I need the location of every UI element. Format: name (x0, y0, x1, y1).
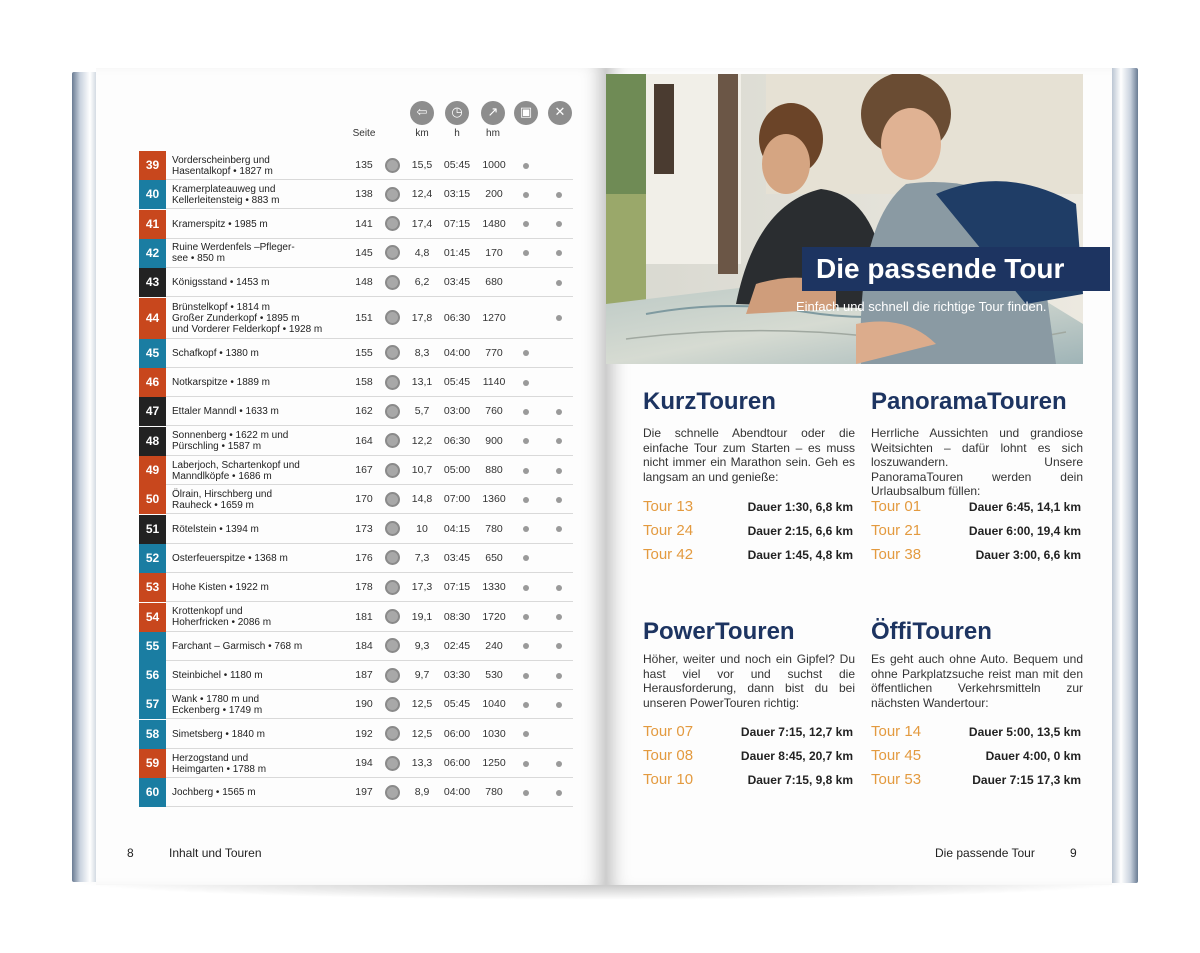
difficulty-icon (385, 580, 400, 595)
duration-h: 03:15 (443, 188, 471, 201)
tour-name: Tour 13 (643, 498, 694, 515)
bus-available-dot (523, 438, 529, 444)
distance-km: 12,4 (411, 188, 433, 201)
elevation-hm: 760 (485, 405, 503, 418)
difficulty-icon (385, 245, 400, 260)
section-title: ÖffiTouren (871, 618, 992, 645)
distance-km: 12,5 (411, 698, 433, 711)
tour-name: Farchant – Garmisch • 768 m (172, 640, 303, 652)
page-number: 141 (355, 217, 373, 230)
distance-km: 7,3 (414, 551, 430, 564)
distance-km: 17,8 (411, 311, 433, 324)
tour-number: 55 (139, 632, 166, 661)
table-row (139, 180, 573, 209)
tour-number: 40 (139, 180, 166, 209)
tour-number: 45 (139, 339, 166, 368)
difficulty-icon (385, 638, 400, 653)
page-number: 178 (355, 581, 373, 594)
tour-number: 39 (139, 151, 166, 180)
page-number: 190 (355, 698, 373, 711)
tour-number: 46 (139, 368, 166, 397)
duration-h: 03:45 (443, 276, 471, 289)
table-row (139, 151, 573, 180)
food-available-dot (556, 315, 562, 321)
table-row (139, 339, 573, 368)
elevation-hm: 900 (485, 434, 503, 447)
table-row (139, 485, 573, 514)
distance-km: 4,8 (414, 246, 430, 259)
duration-h: 03:30 (443, 669, 471, 682)
difficulty-icon (385, 521, 400, 536)
footer-page-number-right: 9 (1070, 846, 1077, 860)
distance-km: 14,8 (411, 493, 433, 506)
duration-h: 03:00 (443, 405, 471, 418)
food-available-dot (556, 280, 562, 286)
table-row (139, 427, 573, 456)
bus-available-dot (523, 702, 529, 708)
distance-km: 9,7 (414, 669, 430, 682)
tour-entry (871, 747, 1081, 769)
page-title-box (802, 247, 1110, 291)
duration-h: 06:00 (443, 727, 471, 740)
duration-h: 05:45 (443, 159, 471, 171)
table-row (139, 661, 573, 690)
table-row (139, 573, 573, 602)
tour-number: 53 (139, 573, 166, 602)
section-text: Die schnelle Abendtour oder die einfache Tour zum Starten – es muss nicht immer ein Marathon sein. Geh es langsam an und genieße: (643, 426, 855, 484)
table-row (139, 544, 573, 573)
tour-entry (643, 771, 853, 793)
tour-number: 47 (139, 397, 166, 426)
table-row (139, 603, 573, 632)
difficulty-icon (385, 433, 400, 448)
bus-available-dot (523, 221, 529, 227)
distance-km: 12,5 (411, 727, 433, 740)
footer-title-left: Inhalt und Touren (169, 846, 262, 860)
tour-name: Wank • 1780 m und Eckenberg • 1749 m (172, 693, 263, 716)
page-title: Die passende Tour (816, 253, 1065, 284)
difficulty-icon (385, 697, 400, 712)
page-number: 158 (355, 376, 373, 389)
duration-h: 04:00 (443, 786, 471, 799)
bus-available-dot (523, 163, 529, 169)
tour-name: Tour 45 (871, 747, 922, 764)
page-number: 167 (355, 464, 373, 476)
difficulty-icon (385, 375, 400, 390)
bus-available-dot (523, 614, 529, 620)
tour-name: Sonnenberg • 1622 m und Pürschling • 1587 m (172, 430, 289, 453)
tour-entry (643, 522, 853, 544)
footer-title-right: Die passende Tour (935, 846, 1035, 860)
table-row (139, 210, 573, 239)
section-title: KurzTouren (643, 388, 776, 415)
distance-km: 9,3 (414, 639, 430, 652)
distance-km: 5,7 (414, 405, 430, 418)
duration-h: 06:00 (443, 757, 471, 769)
difficulty-icon (385, 216, 400, 231)
difficulty-icon (385, 492, 400, 507)
bus-available-dot (523, 731, 529, 737)
food-available-dot (556, 468, 562, 474)
tour-name: Tour 21 (871, 522, 922, 539)
distance-km: 10,7 (411, 464, 433, 476)
tour-entry (871, 771, 1081, 793)
distance-km: 12,2 (411, 434, 433, 447)
table-row (139, 632, 573, 661)
duration-h: 07:15 (443, 217, 471, 230)
table-row (139, 749, 573, 778)
tour-number: 43 (139, 268, 166, 297)
difficulty-icon (385, 404, 400, 419)
difficulty-icon (385, 726, 400, 741)
distance-km: 19,1 (411, 610, 433, 623)
duration-h: 05:45 (443, 698, 471, 711)
food-available-dot (556, 526, 562, 532)
tour-entry (871, 546, 1081, 568)
elevation-hm: 1250 (482, 757, 506, 769)
tour-duration: Dauer 6:45, 14,1 km (968, 500, 1081, 514)
tour-number: 57 (139, 690, 166, 719)
tour-entry (643, 747, 853, 769)
bus-available-dot (523, 673, 529, 679)
header-h: h (454, 128, 460, 139)
food-available-dot (556, 409, 562, 415)
duration-h: 03:45 (443, 551, 471, 564)
tour-name: Laberjoch, Schartenkopf und Manndlköpfe • 1686 m (172, 459, 300, 482)
distance-km: 13,1 (411, 376, 433, 389)
elevation-hm: 780 (485, 786, 503, 799)
tour-name: Tour 53 (871, 771, 922, 788)
tour-name: Vorderscheinberg und Hasentalkopf • 1827 m (172, 154, 273, 177)
table-row (139, 239, 573, 268)
tour-name: Krottenkopf und Hoherfricken • 2086 m (172, 606, 272, 628)
tour-duration: Dauer 7:15, 12,7 km (740, 725, 853, 739)
table-row (139, 298, 573, 339)
bus-available-dot (523, 585, 529, 591)
difficulty-icon (385, 785, 400, 800)
tour-name: Jochberg • 1565 m (172, 787, 256, 799)
table-row (139, 515, 573, 544)
tour-name: Tour 01 (871, 498, 922, 515)
tour-name: Tour 14 (871, 723, 922, 740)
header-km: km (415, 128, 429, 139)
tour-name: Kramerspitz • 1985 m (172, 218, 268, 230)
tour-number: 52 (139, 544, 166, 573)
tour-name: Notkarspitze • 1889 m (172, 377, 270, 389)
signpost-icon: ⇦ (410, 101, 434, 125)
page-number: 164 (355, 434, 373, 447)
difficulty-icon (385, 275, 400, 290)
food-available-dot (556, 497, 562, 503)
page-number: 194 (355, 757, 373, 769)
elevation-hm: 170 (485, 246, 503, 259)
tour-name: Tour 10 (643, 771, 694, 788)
table-row (139, 456, 573, 485)
duration-h: 01:45 (443, 246, 471, 259)
tour-number: 41 (139, 210, 166, 239)
elevation-hm: 770 (485, 346, 503, 359)
page-subtitle: Einfach und schnell die richtige Tour finden. (796, 299, 1047, 314)
ascent-arrow-icon: ↗ (481, 101, 505, 125)
tour-name: Tour 24 (643, 522, 694, 539)
tour-entry (643, 723, 853, 745)
food-available-dot (556, 585, 562, 591)
footer-page-number-left: 8 (127, 846, 134, 860)
elevation-hm: 1040 (482, 698, 506, 711)
page-number: 162 (355, 405, 373, 418)
elevation-hm: 1140 (482, 376, 506, 389)
tour-duration: Dauer 8:45, 20,7 km (740, 749, 853, 763)
duration-h: 06:30 (443, 311, 471, 324)
tour-name: Tour 07 (643, 723, 694, 740)
tour-number: 44 (139, 298, 166, 339)
food-available-dot (556, 790, 562, 796)
elevation-hm: 780 (485, 522, 503, 535)
page-number: 187 (355, 669, 373, 682)
tour-name: Osterfeuerspitze • 1368 m (172, 552, 288, 564)
duration-h: 05:45 (443, 376, 471, 389)
difficulty-icon (385, 158, 400, 173)
difficulty-icon (385, 609, 400, 624)
tour-duration: Dauer 1:45, 4,8 km (747, 548, 853, 562)
tour-name: Tour 42 (643, 546, 694, 563)
food-available-dot (556, 221, 562, 227)
page-number: 135 (355, 159, 373, 171)
difficulty-icon (385, 345, 400, 360)
duration-h: 07:00 (443, 493, 471, 506)
difficulty-icon (385, 463, 400, 478)
page-number: 181 (355, 610, 373, 623)
tour-entry (643, 546, 853, 568)
tour-name: Tour 08 (643, 747, 694, 764)
bus-icon: ▣ (514, 101, 538, 125)
tour-name: Brünstelkopf • 1814 m Großer Zunderkopf • 1895 m und Vorderer Felderkopf • 1928 m (172, 301, 323, 335)
tour-duration: Dauer 6:00, 19,4 km (968, 524, 1081, 538)
table-row (139, 720, 573, 749)
tour-number: 60 (139, 778, 166, 807)
tour-name: Ruine Werdenfels –Pfleger- see • 850 m (172, 242, 295, 265)
tour-number: 50 (139, 485, 166, 514)
clock-icon: ◷ (445, 101, 469, 125)
food-available-dot (556, 614, 562, 620)
difficulty-icon (385, 550, 400, 565)
page-number: 170 (355, 493, 373, 506)
table-row (139, 368, 573, 397)
duration-h: 07:15 (443, 581, 471, 594)
tour-duration: Dauer 7:15 17,3 km (972, 773, 1081, 787)
section-text: Herrliche Aussichten und grandiose Weitsichten – dafür lohnt es sich loszuwandern. Unsere PanoramaTouren werden dein Urlaubsalbum füllen: (871, 426, 1083, 498)
tour-number: 51 (139, 515, 166, 544)
food-available-dot (556, 673, 562, 679)
tour-name: Schafkopf • 1380 m (172, 347, 259, 359)
elevation-hm: 1360 (482, 493, 506, 506)
elevation-hm: 1270 (482, 311, 506, 324)
section-title: PowerTouren (643, 618, 795, 645)
tour-name: Tour 38 (871, 546, 922, 563)
elevation-hm: 880 (485, 464, 503, 476)
header-seite: Seite (352, 128, 376, 139)
bus-available-dot (523, 409, 529, 415)
bus-available-dot (523, 192, 529, 198)
page-number: 138 (355, 188, 373, 201)
page-number: 192 (355, 727, 373, 740)
tour-entry (643, 498, 853, 520)
tour-number: 58 (139, 720, 166, 749)
tour-name: Steinbichel • 1180 m (172, 670, 263, 682)
duration-h: 06:30 (443, 434, 471, 447)
page-number: 151 (355, 311, 373, 324)
food-available-dot (556, 643, 562, 649)
section-title: PanoramaTouren (871, 388, 1067, 415)
elevation-hm: 1000 (482, 159, 506, 171)
hikers-photo (606, 74, 1083, 364)
tour-entry (871, 522, 1081, 544)
difficulty-icon (385, 668, 400, 683)
elevation-hm: 650 (485, 551, 503, 564)
page-number: 155 (355, 346, 373, 359)
bus-available-dot (523, 761, 529, 767)
page-number: 184 (355, 639, 373, 652)
distance-km: 6,2 (414, 276, 430, 289)
page-number: 176 (355, 551, 373, 564)
difficulty-icon (385, 187, 400, 202)
duration-h: 05:00 (443, 464, 471, 476)
elevation-hm: 530 (485, 669, 503, 682)
table-row (139, 268, 573, 297)
bus-available-dot (523, 555, 529, 561)
duration-h: 04:15 (443, 522, 471, 535)
tour-duration: Dauer 1:30, 6,8 km (747, 500, 853, 514)
elevation-hm: 1480 (482, 217, 506, 230)
difficulty-icon (385, 310, 400, 325)
tour-name: Simetsberg • 1840 m (172, 728, 265, 740)
tour-name: Rötelstein • 1394 m (172, 523, 259, 535)
table-row (139, 778, 573, 807)
tour-name: Hohe Kisten • 1922 m (172, 582, 269, 594)
tour-duration: Dauer 3:00, 6,6 km (975, 548, 1081, 562)
food-available-dot (556, 702, 562, 708)
tour-name: Herzogstand und Heimgarten • 1788 m (172, 752, 267, 775)
bus-available-dot (523, 526, 529, 532)
page-number: 173 (355, 522, 373, 535)
table-row (139, 690, 573, 719)
distance-km: 17,3 (411, 581, 433, 594)
food-available-dot (556, 192, 562, 198)
tour-duration: Dauer 2:15, 6,6 km (747, 524, 853, 538)
distance-km: 13,3 (411, 757, 433, 769)
tour-name: Ölrain, Hirschberg und Rauheck • 1659 m (172, 488, 273, 511)
tour-name: Kramerplateauweg und Kellerleitensteig • 883 m (172, 183, 280, 206)
distance-km: 15,5 (411, 159, 433, 171)
tour-duration: Dauer 5:00, 13,5 km (968, 725, 1081, 739)
elevation-hm: 200 (485, 188, 503, 201)
distance-km: 8,3 (414, 346, 430, 359)
bus-available-dot (523, 790, 529, 796)
tour-number: 42 (139, 239, 166, 268)
bus-available-dot (523, 468, 529, 474)
tour-entry (871, 723, 1081, 745)
tour-name: Ettaler Manndl • 1633 m (172, 406, 279, 418)
distance-km: 8,9 (414, 786, 430, 799)
tour-duration: Dauer 4:00, 0 km (985, 749, 1081, 763)
bus-available-dot (523, 350, 529, 356)
section-text: Höher, weiter und noch ein Gipfel? Du hast viel vor und suchst die Herausforderung, dann bist du bei unseren PowerTouren richtig: (643, 652, 855, 710)
bus-available-dot (523, 250, 529, 256)
duration-h: 04:00 (443, 346, 471, 359)
difficulty-icon (385, 756, 400, 771)
section-text: Es geht auch ohne Auto. Bequem und ohne Parkplatzsuche reist man mit den öffentlichen Verkehrsmitteln zur nächsten Wandertour: (871, 652, 1083, 710)
hikers-photo-illustration (606, 74, 1083, 364)
elevation-hm: 240 (485, 639, 503, 652)
tour-number: 49 (139, 456, 166, 485)
restaurant-icon: ✕ (548, 101, 572, 125)
tour-number: 56 (139, 661, 166, 690)
bus-available-dot (523, 643, 529, 649)
tour-name: Königsstand • 1453 m (172, 277, 270, 289)
elevation-hm: 1720 (482, 610, 506, 623)
elevation-hm: 1330 (482, 581, 506, 594)
food-available-dot (556, 761, 562, 767)
table-row (139, 397, 573, 426)
bus-available-dot (523, 497, 529, 503)
food-available-dot (556, 438, 562, 444)
tour-duration: Dauer 7:15, 9,8 km (747, 773, 853, 787)
tour-number: 59 (139, 749, 166, 778)
header-hm: hm (486, 128, 500, 139)
tour-number: 54 (139, 603, 166, 632)
distance-km: 10 (416, 522, 428, 535)
tour-entry (871, 498, 1081, 520)
bus-available-dot (523, 380, 529, 386)
duration-h: 08:30 (443, 610, 471, 623)
distance-km: 17,4 (411, 217, 433, 230)
page-number: 148 (355, 276, 373, 289)
tour-number: 48 (139, 427, 166, 456)
duration-h: 02:45 (443, 639, 471, 652)
elevation-hm: 1030 (482, 727, 506, 740)
elevation-hm: 680 (485, 276, 503, 289)
page-number: 197 (355, 786, 373, 799)
page-number: 145 (355, 246, 373, 259)
food-available-dot (556, 250, 562, 256)
